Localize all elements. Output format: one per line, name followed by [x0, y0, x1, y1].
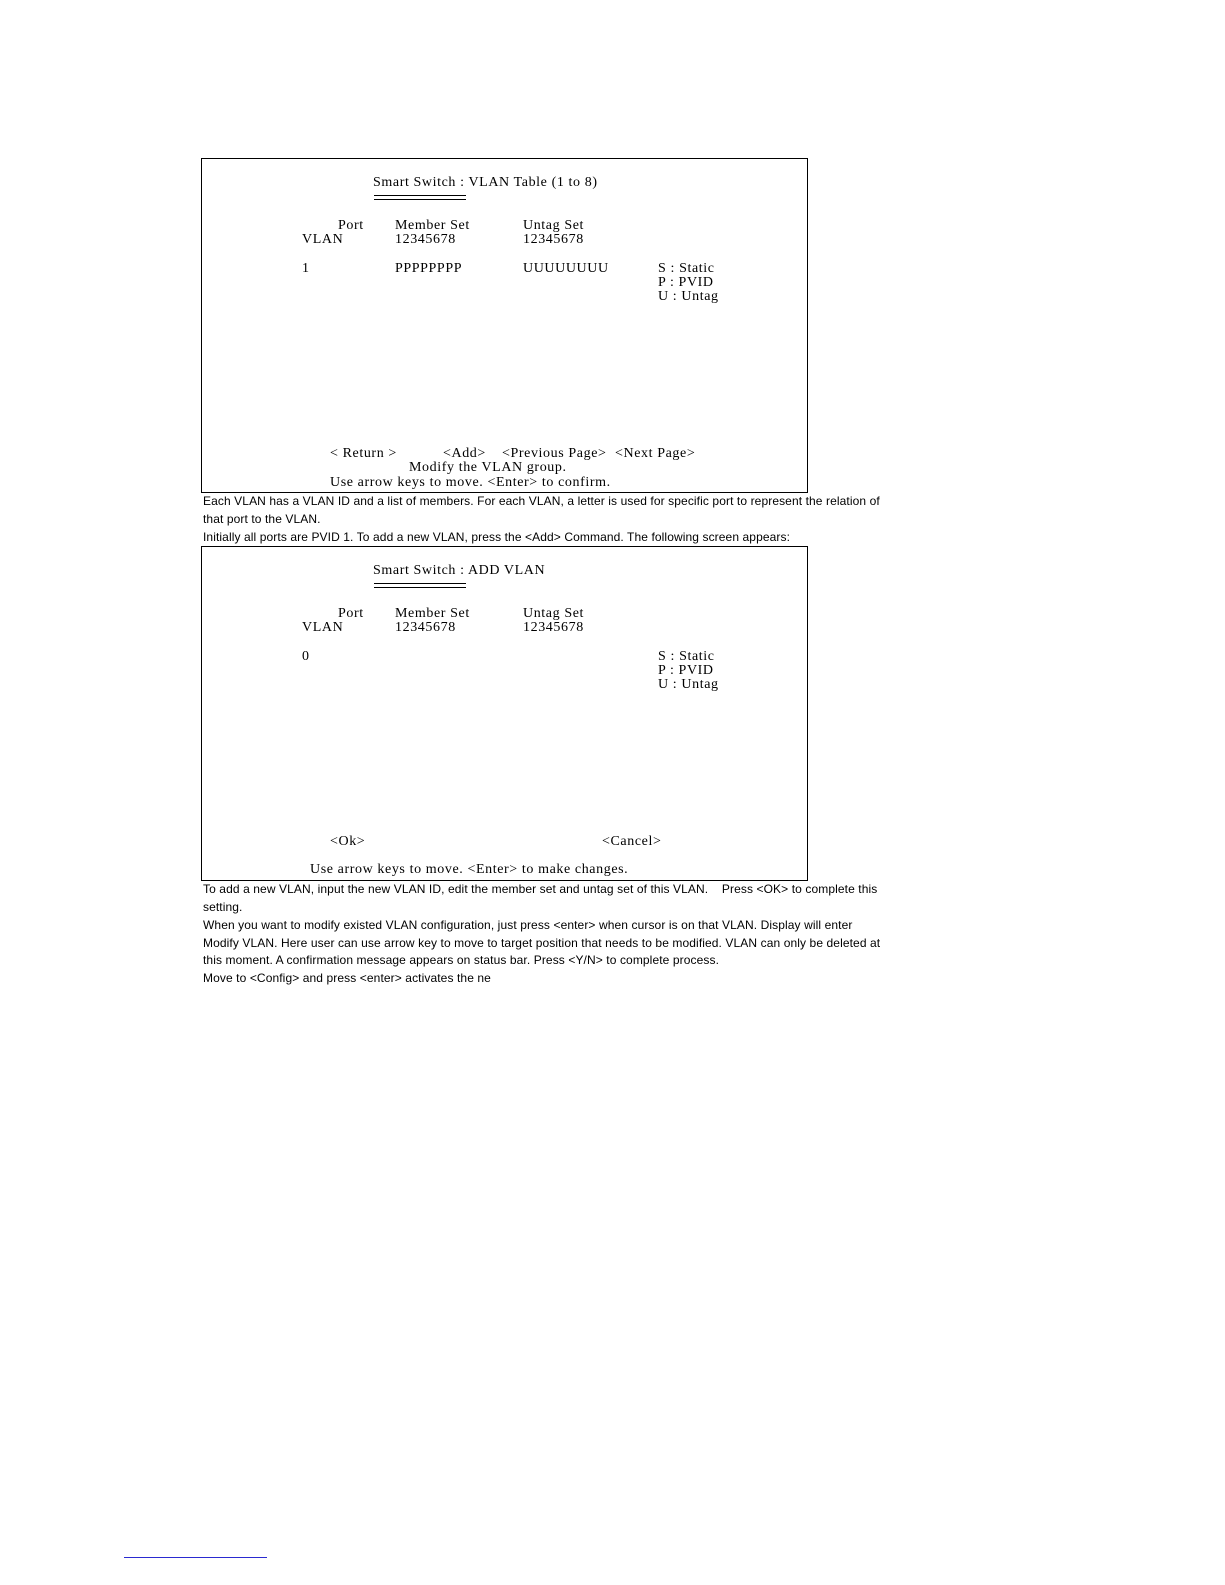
footer-rule [124, 1557, 267, 1558]
untag-set-header: Untag Set [523, 606, 585, 621]
member-port-numbers: 12345678 [395, 232, 456, 247]
vlan-row-untag-set[interactable]: UUUUUUUU [523, 261, 609, 276]
member-port-numbers: 12345678 [395, 620, 456, 635]
add-button[interactable]: <Add> [443, 446, 486, 461]
ok-button[interactable]: <Ok> [330, 834, 366, 849]
untag-port-numbers: 12345678 [523, 232, 584, 247]
legend-untag: U : Untag [658, 289, 719, 304]
port-column-label: Port [338, 218, 364, 233]
instruction-line-3: When you want to modify existed VLAN configuration, just press <enter> when cursor is on that VLAN. Display will enter [203, 918, 853, 932]
description-line-2: that port to the VLAN. [203, 512, 321, 526]
screen-title: Smart Switch : ADD VLAN [373, 563, 546, 578]
instruction-line-2: setting. [203, 900, 243, 914]
description-line-1: Each VLAN has a VLAN ID and a list of members. For each VLAN, a letter is used for specific port to represent the relation of [203, 494, 880, 508]
next-page-button[interactable]: <Next Page> [615, 446, 696, 461]
member-set-header: Member Set [395, 606, 470, 621]
legend-static: S : Static [658, 261, 715, 276]
return-button[interactable]: < Return > [330, 446, 397, 461]
port-column-label: Port [338, 606, 364, 621]
untag-port-numbers: 12345678 [523, 620, 584, 635]
instruction-line-4: Modify VLAN. Here user can use arrow key to move to target position that needs to be modified. VLAN can only be deleted at [203, 936, 881, 950]
vlan-row-id[interactable]: 1 [302, 261, 310, 276]
vlan-table-screen [201, 158, 808, 493]
legend-pvid: P : PVID [658, 275, 714, 290]
vlan-row-member-set[interactable]: PPPPPPPP [395, 261, 463, 276]
vlan-id-field[interactable]: 0 [302, 649, 310, 664]
screen-title: Smart Switch : VLAN Table (1 to 8) [373, 175, 598, 190]
status-message: Modify the VLAN group. [409, 460, 567, 475]
legend-static: S : Static [658, 649, 715, 664]
navigation-hint: Use arrow keys to move. <Enter> to confirm. [330, 475, 611, 490]
title-underline [374, 195, 466, 200]
member-set-header: Member Set [395, 218, 470, 233]
instruction-line-6: Move to <Config> and press <enter> activates the ne [203, 971, 491, 985]
vlan-column-label: VLAN [302, 620, 344, 635]
instruction-line-1: To add a new VLAN, input the new VLAN ID, edit the member set and untag set of this VLAN. Press <OK> to complete this [203, 882, 878, 896]
instruction-line-5: this moment. A confirmation message appears on status bar. Press <Y/N> to complete process. [203, 953, 720, 967]
legend-pvid: P : PVID [658, 663, 714, 678]
previous-page-button[interactable]: <Previous Page> [502, 446, 607, 461]
add-vlan-screen [201, 546, 808, 881]
navigation-hint: Use arrow keys to move. <Enter> to make changes. [310, 862, 629, 877]
description-line-3: Initially all ports are PVID 1. To add a new VLAN, press the <Add> Command. The following screen appears: [203, 530, 791, 544]
title-underline [374, 583, 466, 588]
vlan-column-label: VLAN [302, 232, 344, 247]
untag-set-header: Untag Set [523, 218, 585, 233]
cancel-button[interactable]: <Cancel> [602, 834, 662, 849]
legend-untag: U : Untag [658, 677, 719, 692]
